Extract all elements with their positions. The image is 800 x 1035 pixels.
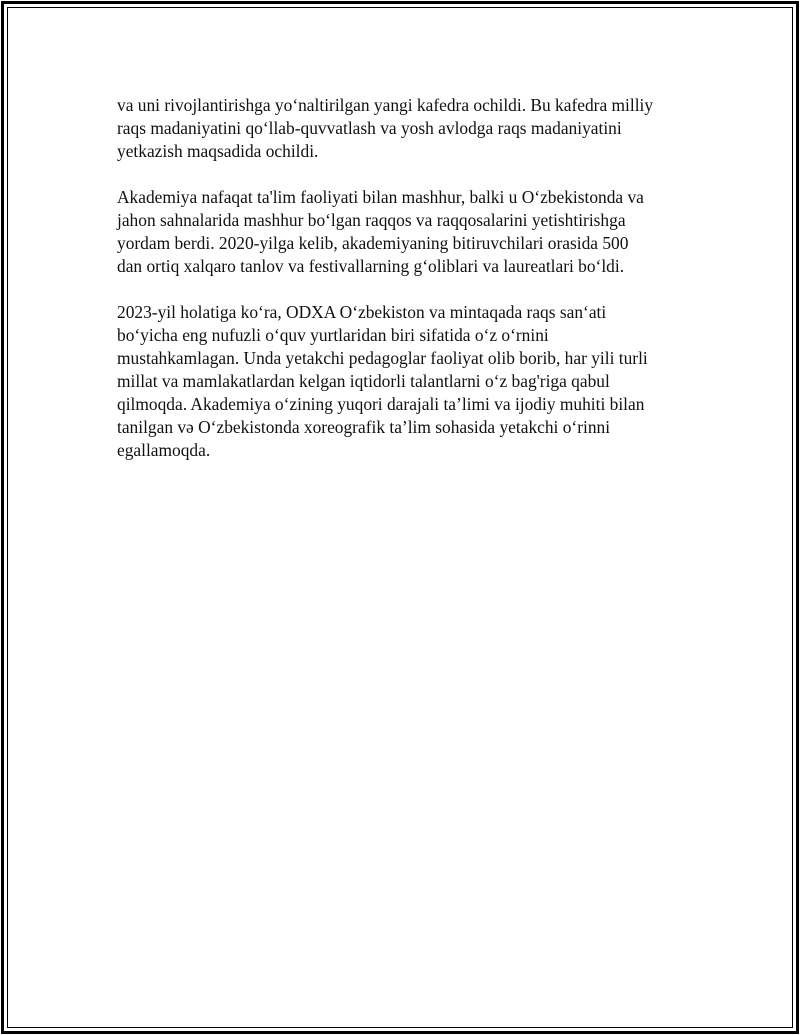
paragraph-2: Akademiya nafaqat ta'lim faoliyati bilan mashhur, balki u O‘zbekistonda va jahon sahnalarida mashhur bo‘lgan raqqos va raqqosalarini yetishtirishga yordam berdi. 2020-yilga kelib, akademiyaning bitiruvchilari orasida 500 dan ortiq xalqaro tanlov va festivallarning g‘oliblari va laureatlari bo‘ldi. [117,187,644,276]
paragraph-1: va uni rivojlantirishga yo‘naltirilgan yangi kafedra ochildi. Bu kafedra milliy raqs madaniyatini qo‘llab-quvvatlash va yosh avlodga raqs madaniyatini yetkazish maqsadida ochildi. [117,95,654,161]
document-body [117,94,697,485]
paragraph-3: 2023-yil holatiga ko‘ra, ODXA O‘zbekiston va mintaqada raqs san‘ati bo‘yicha eng nufuzli o‘quv yurtlaridan biri sifatida o‘z o‘rnini mustahkamlagan. Unda yetakchi pedagoglar faoliyat olib borib, har yili turli millat va mamlakatlardan kelgan iqtidorli talantlarni o‘z bag'riga qabul qilmoqda. Akademiya o‘zining yuqori darajali ta’limi va ijodiy muhiti bilan tanilgan və O‘zbekistonda xoreografik ta’lim sohasida yetakchi o‘rinni egallamoqda. [117,302,648,460]
